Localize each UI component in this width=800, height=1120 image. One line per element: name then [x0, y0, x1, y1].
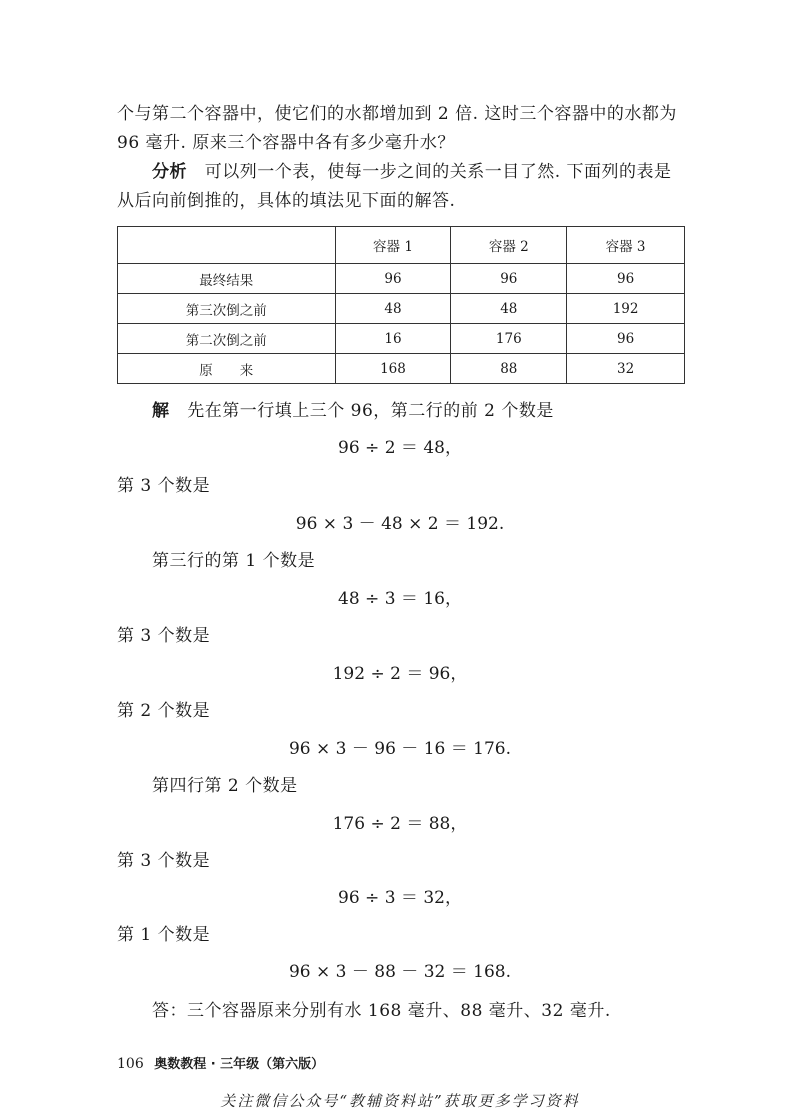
equation-5: 96 × 3 － 96 － 16 ＝ 176.: [288, 739, 512, 759]
problem-line-2: 96 毫升. 原来三个容器中各有多少毫升水？: [117, 133, 455, 153]
equation-1: 96 ÷ 2 ＝ 48，: [338, 438, 462, 458]
table-cell: 88: [451, 354, 567, 384]
table-cell: 96: [567, 324, 685, 354]
table-cell: 32: [567, 354, 685, 384]
book-title: 奥数教程 · 三年级（第六版）: [154, 1057, 325, 1072]
table-header-cell: 容器 2: [451, 227, 567, 264]
table-row: [118, 354, 685, 384]
analysis-line-2: 从后向前倒推的，具体的填法见下面的解答.: [117, 191, 456, 211]
table-header-cell: [118, 227, 336, 264]
table-cell: 168: [335, 354, 451, 384]
page-number: 106: [117, 1056, 144, 1072]
table-cell: 第三次倒之前: [118, 294, 336, 324]
equation-8: 96 × 3 － 88 － 32 ＝ 168.: [288, 962, 512, 982]
table-header-row: [118, 227, 685, 264]
page-footer: [117, 1053, 324, 1072]
table-row: [118, 294, 685, 324]
table-cell: 48: [335, 294, 451, 324]
table-cell: 48: [451, 294, 567, 324]
table-header-cell: 容器 3: [567, 227, 685, 264]
equation-3: 48 ÷ 3 ＝ 16，: [338, 589, 462, 609]
table-cell: 192: [567, 294, 685, 324]
table-row: [118, 324, 685, 354]
table-cell: 16: [335, 324, 451, 354]
watermark-notice: 关注微信公众号“教辅资料站”获取更多学习资料: [220, 1092, 580, 1110]
analysis-label: 分析: [152, 162, 187, 182]
equation-2: 96 × 3 － 48 × 2 ＝ 192.: [295, 514, 505, 534]
table-cell: 原 来: [118, 354, 336, 384]
problem-line-1: 个与第二个容器中，使它们的水都增加到 2 倍. 这时三个容器中的水都为: [117, 104, 677, 124]
table-header-cell: 容器 1: [335, 227, 451, 264]
table-cell: 96: [567, 264, 685, 294]
step-text-3: 第 3 个数是: [117, 626, 211, 646]
step-text-2: 第三行的第 1 个数是: [152, 551, 316, 571]
analysis-text-1: 可以列一个表，使每一步之间的关系一目了然. 下面列的表是: [204, 162, 672, 182]
inverse-table: [117, 226, 685, 384]
table-cell: 96: [335, 264, 451, 294]
step-text-1: 第 3 个数是: [117, 476, 211, 496]
solution-label: 解: [152, 401, 170, 421]
table-cell: 最终结果: [118, 264, 336, 294]
solution-intro-text: 先在第一行填上三个 96，第二行的前 2 个数是: [187, 401, 554, 421]
step-text-4: 第 2 个数是: [117, 701, 211, 721]
step-text-5: 第四行第 2 个数是: [152, 776, 298, 796]
table-row: [118, 264, 685, 294]
equation-7: 96 ÷ 3 ＝ 32，: [338, 888, 462, 908]
table-cell: 176: [451, 324, 567, 354]
answer-line: 答：三个容器原来分别有水 168 毫升、88 毫升、32 毫升.: [152, 1001, 611, 1021]
equation-6: 176 ÷ 2 ＝ 88，: [332, 814, 468, 834]
solution-intro: [152, 397, 554, 425]
table-cell: 第二次倒之前: [118, 324, 336, 354]
step-text-7: 第 1 个数是: [117, 925, 211, 945]
equation-4: 192 ÷ 2 ＝ 96，: [332, 664, 468, 684]
step-text-6: 第 3 个数是: [117, 851, 211, 871]
analysis-line-1: [152, 158, 672, 186]
table-cell: 96: [451, 264, 567, 294]
